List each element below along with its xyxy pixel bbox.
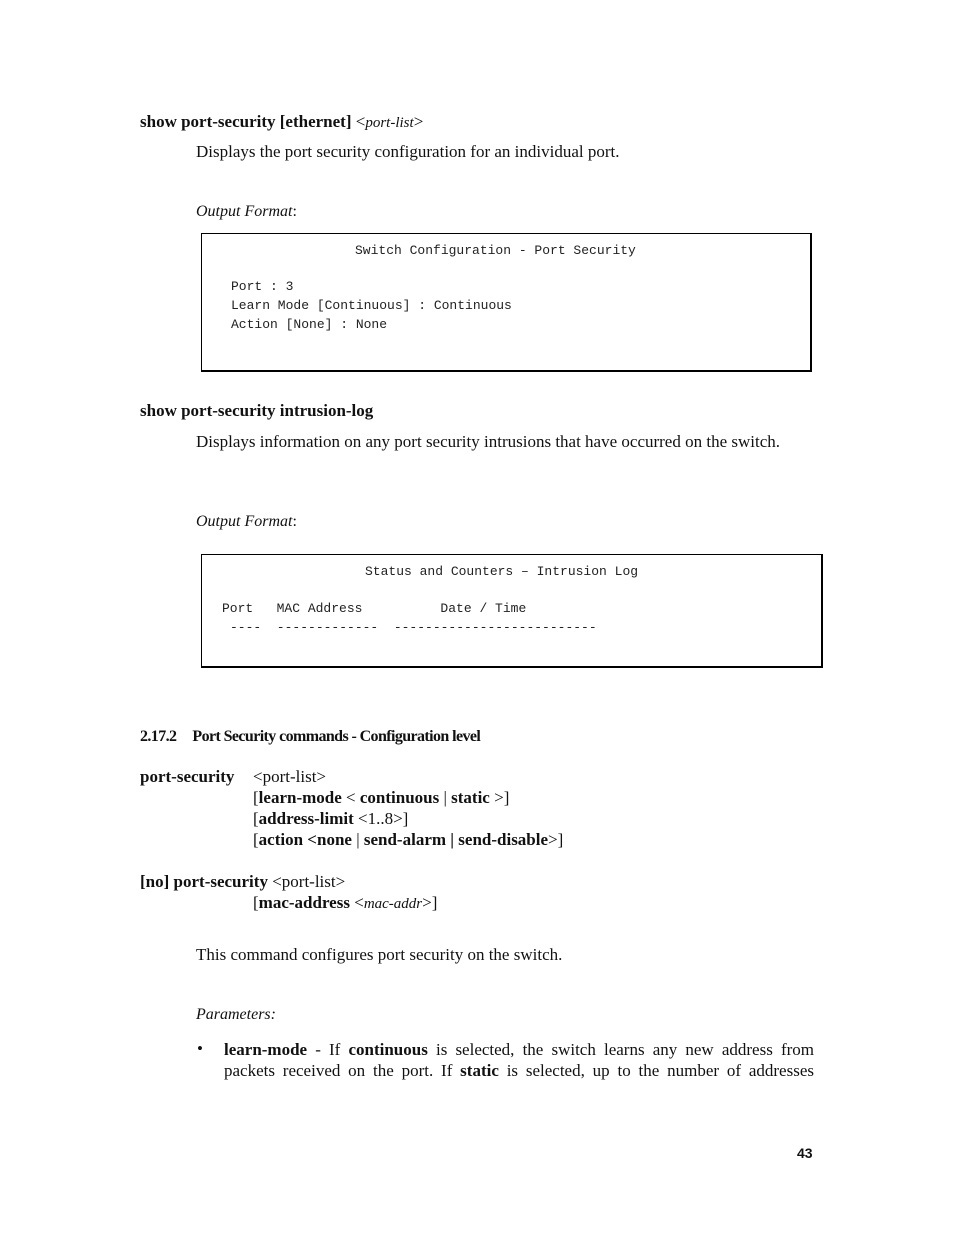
terminal-line-action: Action [None] : None <box>231 317 388 332</box>
text: < <box>349 893 364 912</box>
keyword: send-alarm <box>363 830 447 849</box>
keyword: action <none <box>258 830 352 849</box>
terminal-title: Switch Configuration - Port Security <box>355 243 636 258</box>
bracket: [ <box>253 893 259 912</box>
command-description-intrusion-log: Displays information on any port security intrusions that have occurred on the switch. <box>196 432 781 451</box>
terminal-rule: ---- ------------- -------------------------- <box>230 620 597 635</box>
keyword: continuous <box>348 1040 428 1059</box>
keyword: static <box>460 1061 499 1080</box>
terminal-title: Status and Counters – Intrusion Log <box>365 564 639 579</box>
text: is selected, the switch learns any new address from packets received on the port. If <box>224 1040 814 1080</box>
keyword: learn-mode <box>258 788 342 807</box>
output-format-text: Output Format <box>196 203 293 220</box>
terminal-column-headers: Port MAC Address Date / Time <box>222 601 527 616</box>
syntax-line-mac-address <box>253 893 437 913</box>
syntax-port-list: <port-list> <box>267 872 346 891</box>
syntax-line-command <box>140 767 234 787</box>
page-number: 43 <box>797 1145 813 1161</box>
keyword: mac-address <box>258 893 350 912</box>
command-heading-show-port-security <box>140 112 423 132</box>
text: <1..8>] <box>353 809 409 828</box>
keyword: address-limit <box>258 809 354 828</box>
syntax-port-list: <port-list> <box>253 767 327 786</box>
text: is selected, up to the number of addresses <box>498 1061 814 1080</box>
text: - If <box>307 1040 349 1059</box>
argument: mac-addr <box>363 896 423 912</box>
command-name: show port-security [ethernet] <box>140 112 352 131</box>
bracket: [ <box>253 830 259 849</box>
section-heading <box>140 728 480 746</box>
parameters-label: Parameters: <box>196 1006 276 1023</box>
separator: | <box>351 830 364 849</box>
bracket: [ <box>253 809 259 828</box>
command-description: Displays the port security configuration for an individual port. <box>196 142 620 161</box>
section-number: 2.17.2 <box>140 728 177 745</box>
output-box-port-security <box>201 233 812 372</box>
syntax-command: [no] port-security <box>140 872 268 891</box>
terminal-line-learn-mode: Learn Mode [Continuous] : Continuous <box>231 298 512 313</box>
text: < <box>341 788 360 807</box>
list-item-learn-mode <box>224 1039 814 1081</box>
separator: | <box>439 788 452 807</box>
syntax-line-no-command <box>140 872 345 892</box>
terminal-line-port: Port : 3 <box>231 279 294 294</box>
text: >] <box>489 788 510 807</box>
command-heading-intrusion-log: show port-security intrusion-log <box>140 401 374 420</box>
section-title: Port Security commands - Configuration level <box>192 728 481 745</box>
text: >] <box>548 830 564 849</box>
command-argument: port-list <box>365 115 414 131</box>
colon: : <box>292 513 297 530</box>
angle-open: < <box>351 112 366 131</box>
command-summary: This command configures port security on the switch. <box>196 945 563 964</box>
syntax-line-learn-mode <box>253 788 509 808</box>
syntax-line-action <box>253 830 563 850</box>
output-format-text: Output Format <box>196 513 293 530</box>
param-term: learn-mode <box>224 1040 308 1059</box>
angle-close: > <box>413 112 424 131</box>
bracket: [ <box>253 788 259 807</box>
keyword: static <box>451 788 490 807</box>
text: >] <box>422 893 438 912</box>
output-box-intrusion-log <box>201 554 823 668</box>
output-format-label <box>196 203 297 221</box>
syntax-line-address-limit <box>253 809 408 829</box>
syntax-command: port-security <box>140 767 235 786</box>
separator: | <box>446 830 459 849</box>
keyword: continuous <box>359 788 440 807</box>
output-format-label-2 <box>196 513 297 531</box>
bullet-symbol: • <box>197 1039 203 1058</box>
keyword: send-disable <box>458 830 549 849</box>
colon: : <box>292 203 297 220</box>
